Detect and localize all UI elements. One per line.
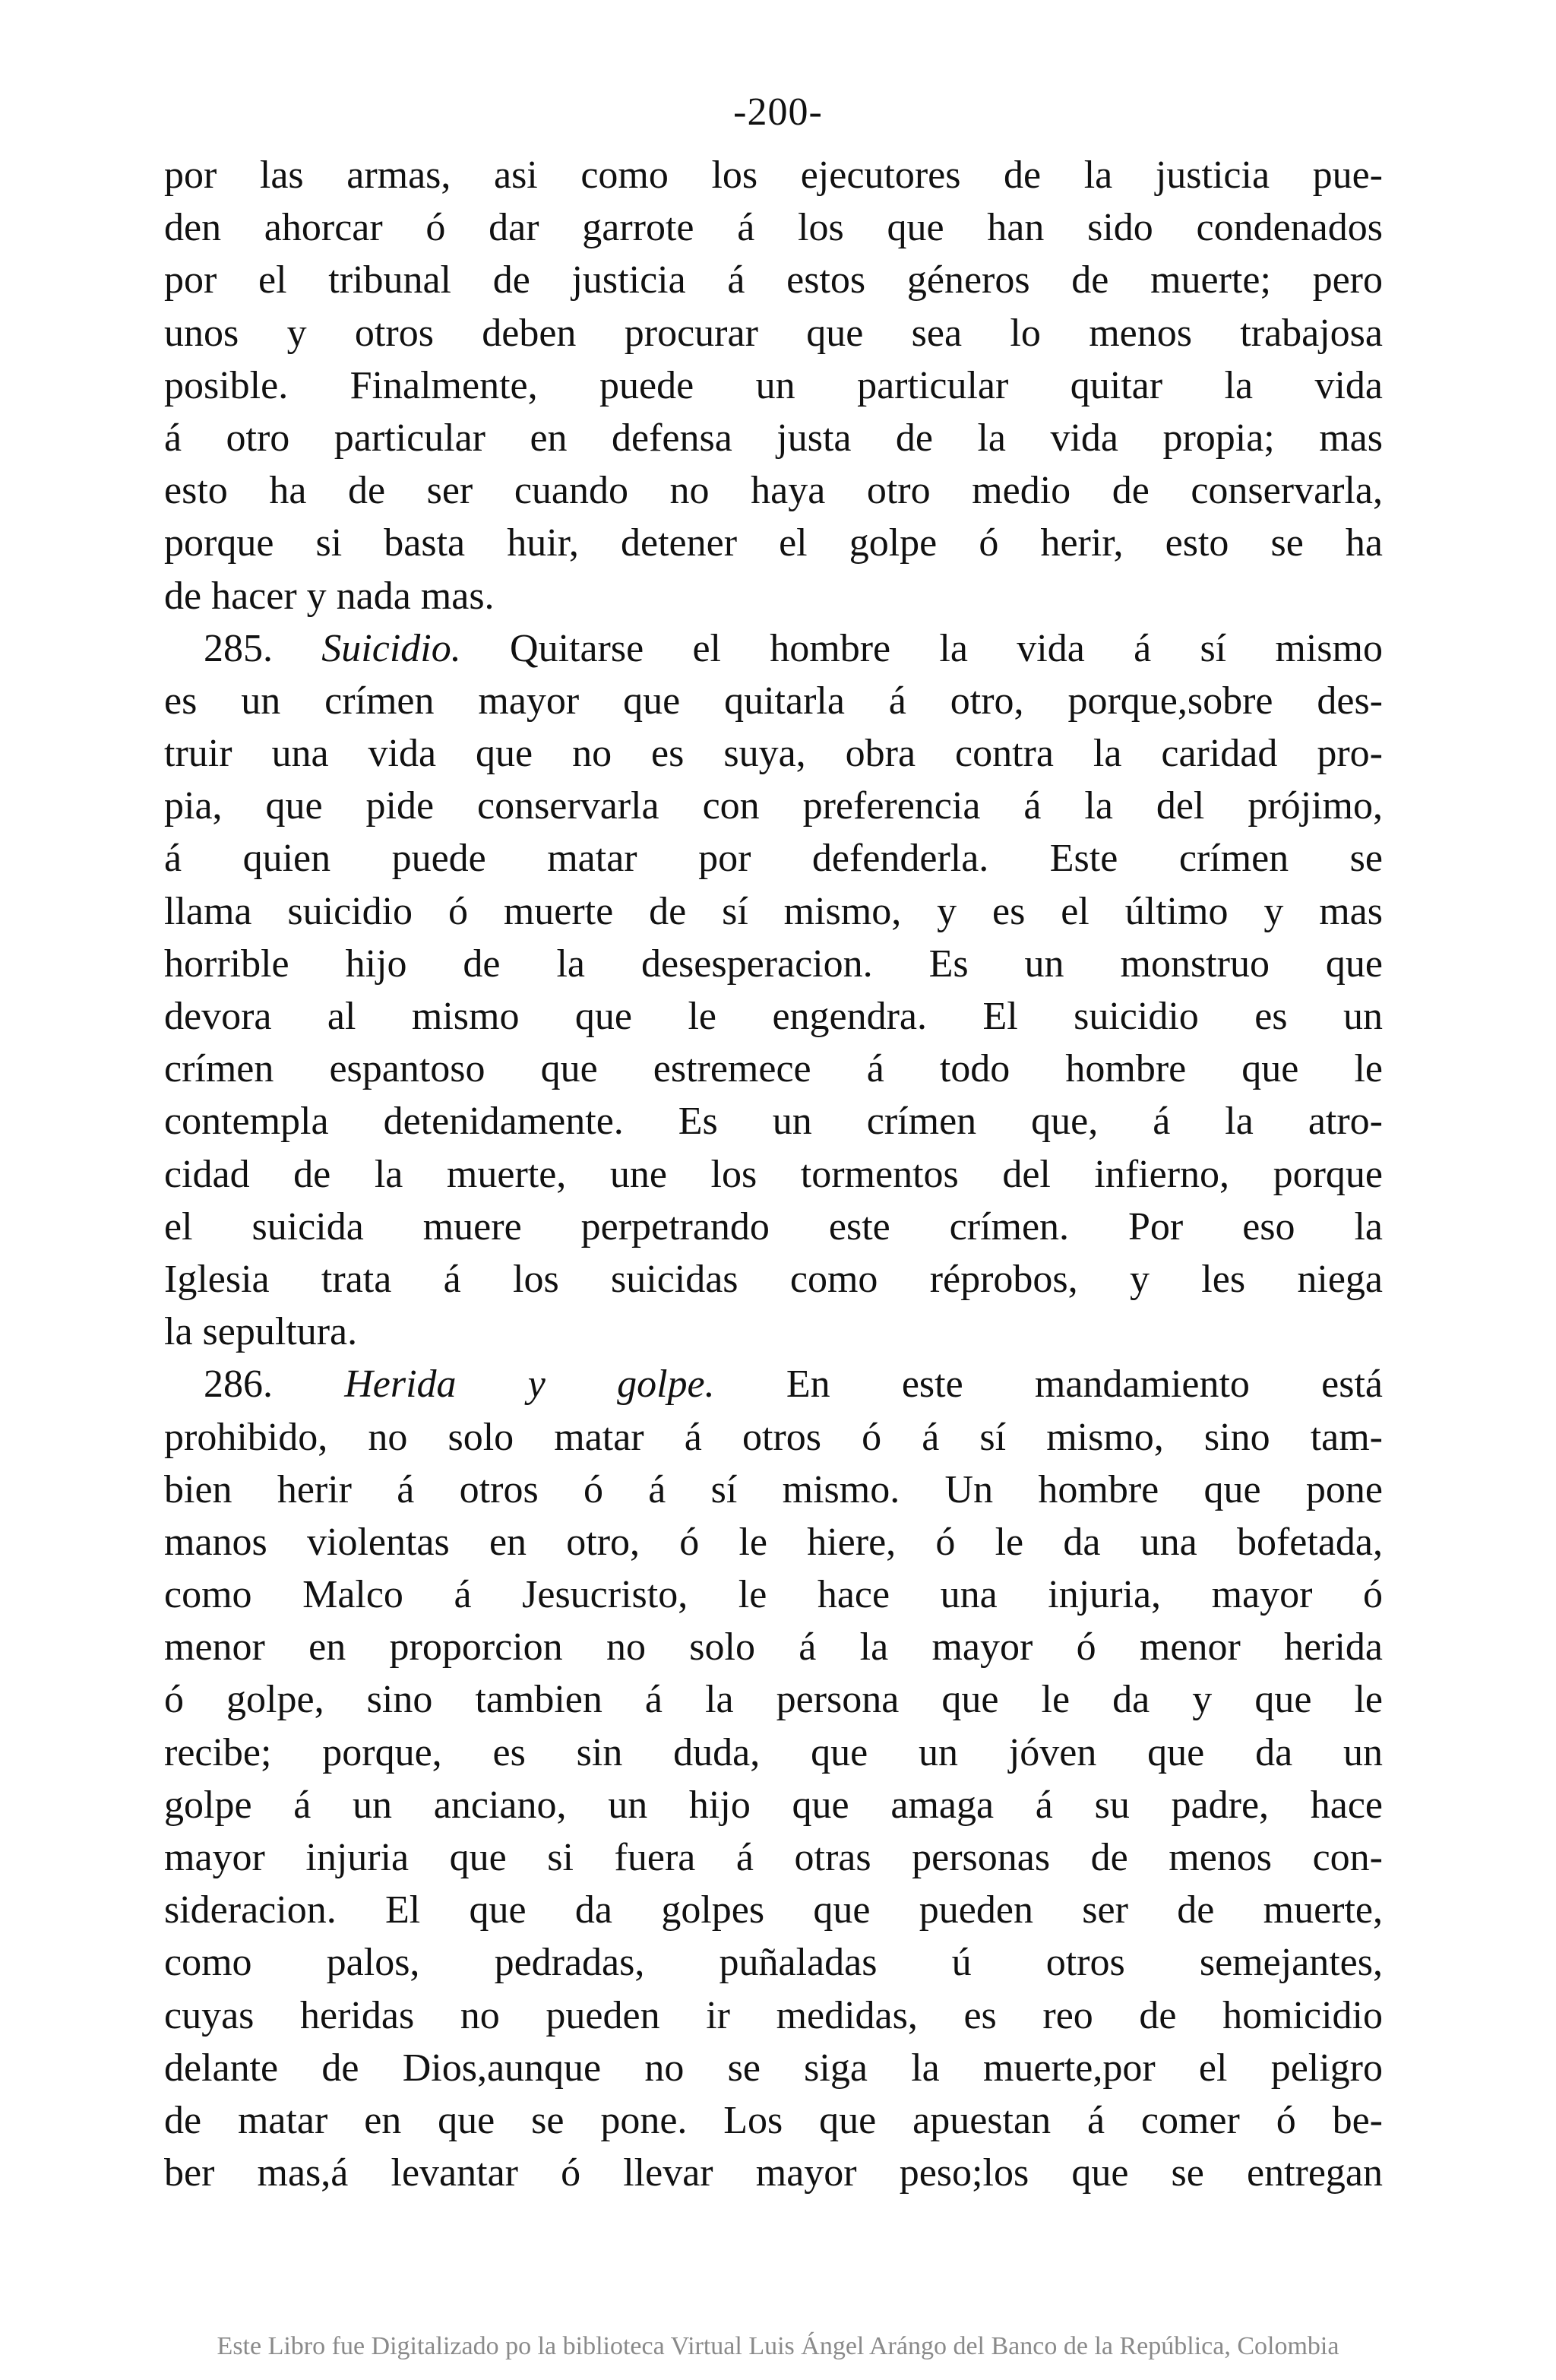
line-text: esto ha de ser cuando no haya otro medio de conservarla, (164, 469, 1383, 513)
section-heading-line (164, 622, 1383, 675)
line-text: Iglesia trata á los suicidas como réprobos, y les niega (164, 1257, 1383, 1301)
page-number: -200- (733, 90, 823, 134)
text-line (164, 359, 1383, 412)
line-text: por las armas, asi como los ejecutores de la justicia pue- (164, 153, 1383, 197)
text-line (164, 2042, 1383, 2094)
section-number: 286. (204, 1362, 273, 1407)
text-line (164, 1411, 1383, 1464)
line-text: mayor injuria que si fuera á otras personas de menos con- (164, 1836, 1383, 1879)
line-text: horrible hijo de la desesperacion. Es un monstruo que (164, 942, 1383, 986)
text-line (164, 2147, 1383, 2199)
line-text: manos violentas en otro, ó le hiere, ó le da una bofetada, (164, 1520, 1383, 1564)
text-line (164, 832, 1383, 885)
text-line (164, 1253, 1383, 1306)
text-line (164, 1095, 1383, 1147)
line-text: unos y otros deben procurar que sea lo menos trabajosa (164, 311, 1383, 355)
line-text: crímen espantoso que estremece á todo hombre que le (164, 1047, 1383, 1091)
line-text: delante de Dios,aunque no se siga la muerte,por el peligro (164, 2046, 1383, 2090)
text-line (164, 1148, 1383, 1201)
text-line (164, 727, 1383, 780)
text-line (164, 1726, 1383, 1779)
text-line (164, 1779, 1383, 1831)
line-text: de hacer y nada mas. (164, 574, 495, 618)
text-line (164, 1568, 1383, 1621)
text-line (164, 885, 1383, 938)
line-text: posible. Finalmente, puede un particular quitar la vida (164, 363, 1383, 407)
line-text: Quitarse el hombre la vida á sí mismo (460, 626, 1383, 670)
line-text: la sepultura. (164, 1310, 358, 1354)
text-line (164, 2094, 1383, 2147)
line-text: de matar en que se pone. Los que apuestan á comer ó be- (164, 2098, 1383, 2142)
line-text: ó golpe, sino tambien á la persona que le da y que le (164, 1678, 1383, 1722)
line-text: En este mandamiento está (714, 1362, 1383, 1407)
text-line (164, 254, 1383, 306)
text-line (164, 307, 1383, 359)
line-text: contempla detenidamente. Es un crímen que, á la atro- (164, 1100, 1383, 1144)
text-line (164, 201, 1383, 254)
line-text: prohibido, no solo matar á otros ó á sí mismo, sino tam- (164, 1415, 1383, 1459)
line-text: cuyas heridas no pueden ir medidas, es reo de homicidio (164, 1993, 1383, 2037)
text-line (164, 1043, 1383, 1095)
text-line (164, 675, 1383, 727)
text-line (164, 1831, 1383, 1884)
line-text: á otro particular en defensa justa de la vida propia; mas (164, 416, 1383, 460)
line-text: llama suicidio ó muerte de sí mismo, y es el último y mas (164, 889, 1383, 933)
text-line (164, 149, 1383, 201)
text-line (164, 1936, 1383, 1989)
line-text: por el tribunal de justicia á estos géneros de muerte; pero (164, 258, 1383, 302)
text-line (164, 1989, 1383, 2042)
text-line (164, 517, 1383, 569)
line-text: pia, que pide conservarla con preferencia á la del prójimo, (164, 784, 1383, 828)
text-line (164, 1673, 1383, 1726)
line-text: ber mas,á levantar ó llevar mayor peso;los que se entregan (164, 2151, 1383, 2195)
line-text: recibe; porque, es sin duda, que un jóven que da un (164, 1730, 1383, 1774)
line-text: es un crímen mayor que quitarla á otro, porque,sobre des- (164, 679, 1383, 723)
section-number: 285. (204, 626, 273, 670)
text-line (164, 1884, 1383, 1936)
line-text: devora al mismo que le engendra. El suicidio es un (164, 995, 1383, 1038)
text-line (164, 1306, 1383, 1358)
text-line (164, 570, 1383, 622)
section-title: Suicidio. (321, 626, 461, 670)
line-text: como Malco á Jesucristo, le hace una injuria, mayor ó (164, 1573, 1383, 1617)
text-line (164, 1201, 1383, 1253)
line-text: como palos, pedradas, puñaladas ú otros semejantes, (164, 1941, 1383, 1985)
body-text (164, 149, 1383, 2199)
text-line (164, 990, 1383, 1043)
text-line (164, 780, 1383, 832)
line-text: á quien puede matar por defenderla. Este crímen se (164, 837, 1383, 881)
text-line (164, 938, 1383, 990)
line-text: el suicida muere perpetrando este crímen. Por eso la (164, 1204, 1383, 1249)
text-line (164, 464, 1383, 517)
section-heading-line (164, 1358, 1383, 1410)
text-line (164, 1516, 1383, 1568)
line-text: cidad de la muerte, une los tormentos del infierno, porque (164, 1152, 1383, 1196)
digitization-credit: Este Libro fue Digitalizado po la biblioteca Virtual Luis Ángel Arángo del Banco de la República, Colombia (217, 2332, 1339, 2360)
section-title: Herida y golpe. (344, 1362, 715, 1407)
line-text: golpe á un anciano, un hijo que amaga á su padre, hace (164, 1783, 1383, 1827)
line-text: menor en proporcion no solo á la mayor ó menor herida (164, 1625, 1383, 1669)
line-text: porque si basta huir, detener el golpe ó herir, esto se ha (164, 521, 1383, 565)
line-text: den ahorcar ó dar garrote á los que han sido condenados (164, 206, 1383, 250)
line-text: truir una vida que no es suya, obra contra la caridad pro- (164, 732, 1383, 776)
text-line (164, 1621, 1383, 1673)
text-line (164, 1464, 1383, 1516)
text-line (164, 412, 1383, 464)
line-text: bien herir á otros ó á sí mismo. Un hombre que pone (164, 1467, 1383, 1511)
line-text: sideracion. El que da golpes que pueden ser de muerte, (164, 1888, 1383, 1932)
